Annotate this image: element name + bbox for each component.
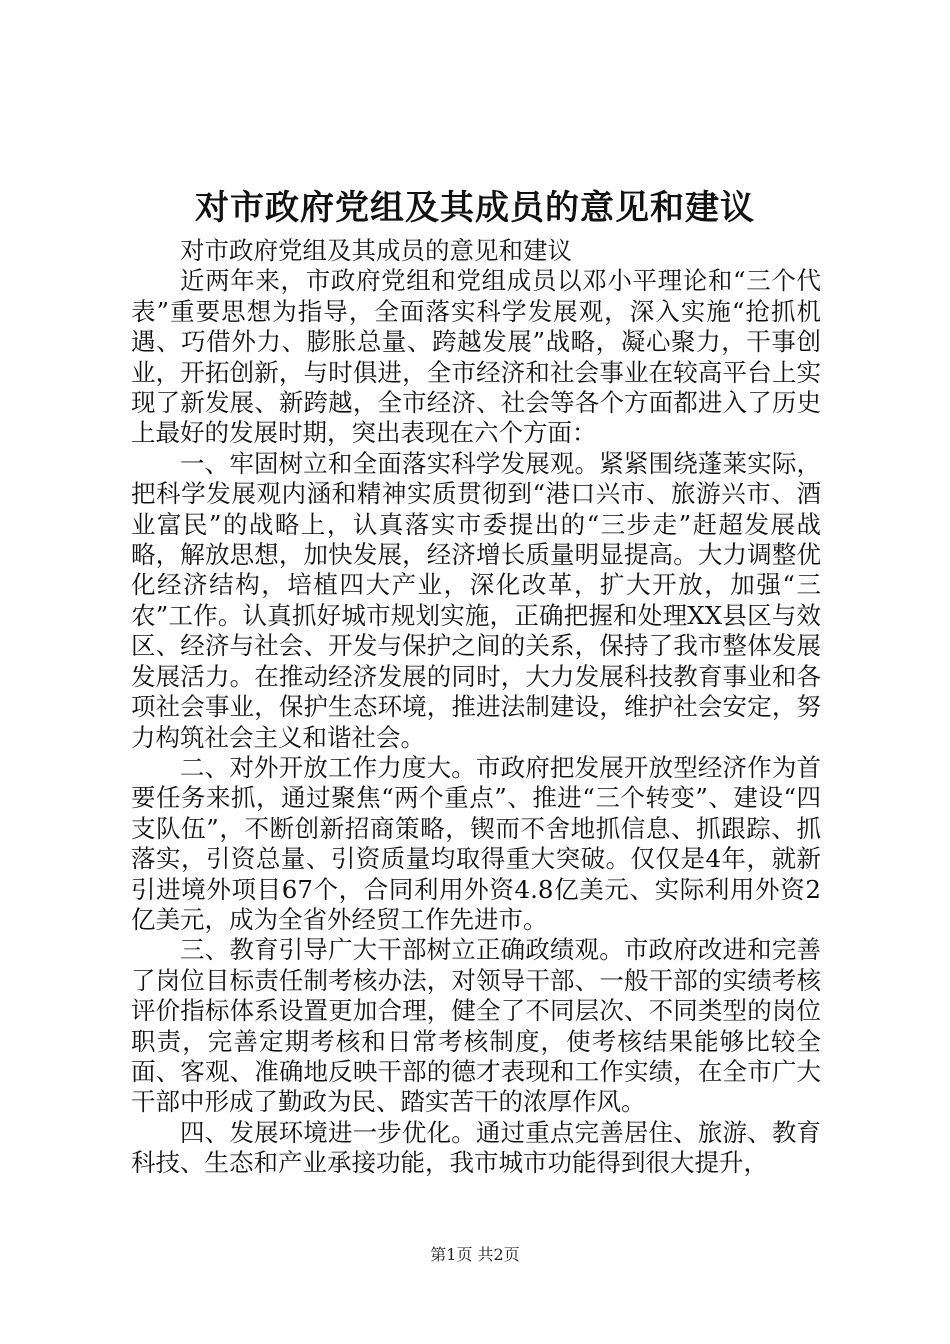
document-title: 对市政府党组及其成员的意见和建议 [195,188,755,228]
document-body [131,236,821,1179]
body-paragraph-subtitle: 对市政府党组及其成员的意见和建议 [180,236,572,265]
page-number-footer: 第1页 共2页 [430,1245,520,1264]
body-paragraph-2: 二、对外开放工作力度大。市政府把发展开放型经济作为首要任务来抓，通过聚焦“两个重点”、推进“三个转变”、建设“四支队伍”，不断创新招商策略，锲而不舍地抓信息、抓跟踪、抓落实，引资总量、引资质量均取得重大突破。仅仅是4年，就新引进境外项目67个，合同利用外资4.8亿美元、实际利用外资2亿美元，成为全省外经贸工作先进市。 [131,752,821,934]
body-paragraph-4: 四、发展环境进一步优化。通过重点完善居住、旅游、教育科技、生态和产业承接功能，我市城市功能得到很大提升， [131,1117,821,1178]
body-paragraph-1: 一、牢固树立和全面落实科学发展观。紧紧围绕蓬莱实际，把科学发展观内涵和精神实质贯彻到“港口兴市、旅游兴市、酒业富民”的战略上，认真落实市委提出的“三步走”赶超发展战略，解放思想，加快发展，经济增长质量明显提高。大力调整优化经济结构，培植四大产业，深化改革，扩大开放，加强“三农”工作。认真抓好城市规划实施，正确把握和处理XX县区与效区、经济与社会、开发与保护之间的关系，保持了我市整体发展发展活力。在推动经济发展的同时，大力发展科技教育事业和各项社会事业，保护生态环境，推进法制建设，维护社会安定，努力构筑社会主义和谐社会。 [131,448,821,752]
body-paragraph-intro: 近两年来，市政府党组和党组成员以邓小平理论和“三个代表”重要思想为指导，全面落实科学发展观，深入实施“抢抓机遇、巧借外力、膨胀总量、跨越发展”战略，凝心聚力，干事创业，开拓创新，与时俱进，全市经济和社会事业在较高平台上实现了新发展、新跨越，全市经济、社会等各个方面都进入了历史上最好的发展时期，突出表现在六个方面： [131,266,821,448]
body-paragraph-3: 三、教育引导广大干部树立正确政绩观。市政府改进和完善了岗位目标责任制考核办法，对领导干部、一般干部的实绩考核评价指标体系设置更加合理，健全了不同层次、不同类型的岗位职责，完善定期考核和日常考核制度，使考核结果能够比较全面、客观、准确地反映干部的德才表现和工作实绩，在全市广大干部中形成了勤政为民、踏实苦干的浓厚作风。 [131,935,821,1117]
